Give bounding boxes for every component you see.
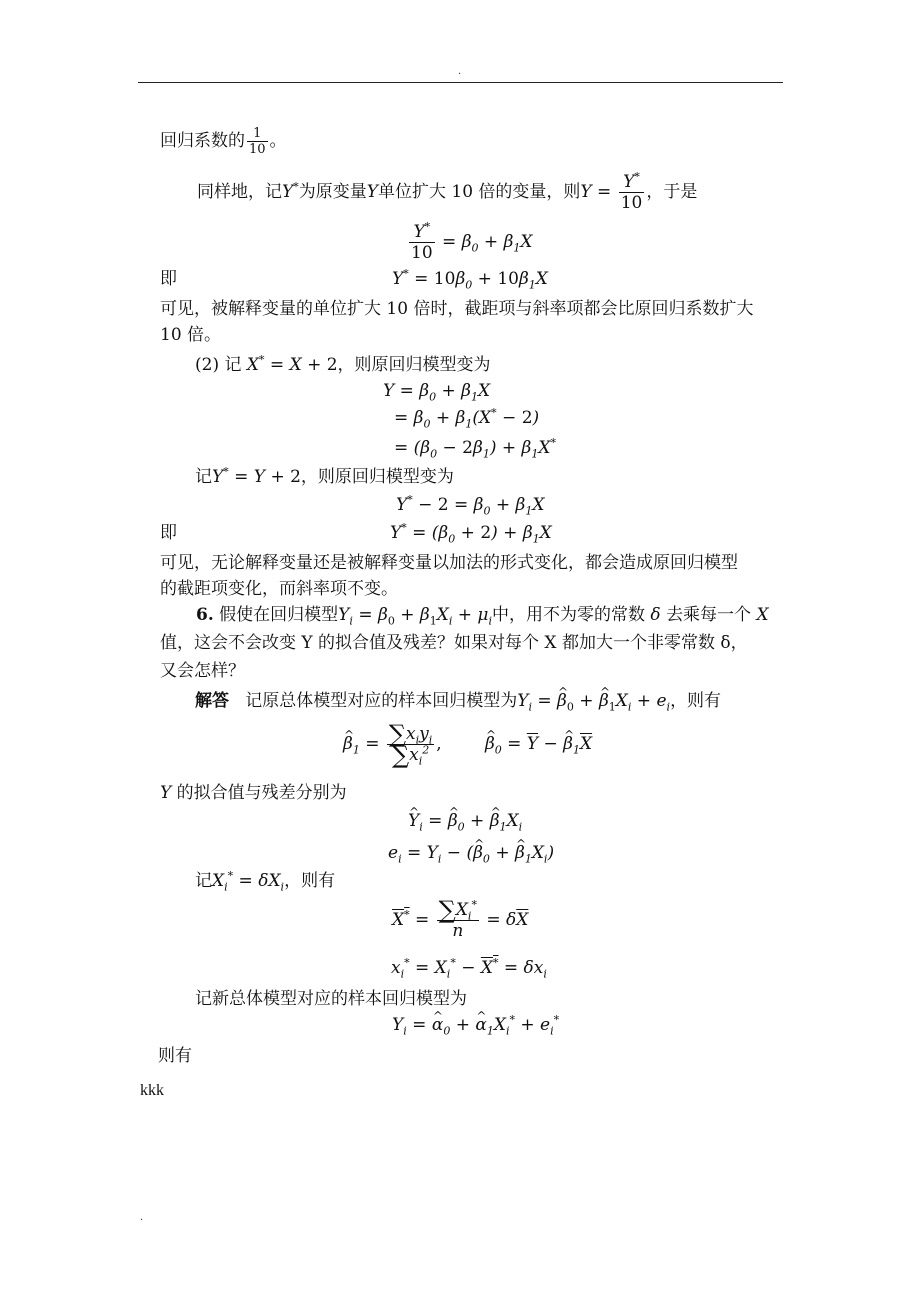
question-6-line-3: 又会怎样？ (160, 661, 245, 681)
then-text: 则有 (158, 1046, 192, 1066)
answer-intro: 解答 记原总体模型对应的样本回归模型为$Y_i$ = ^ $\beta_0$ + ^ $\beta_1X_i + e_i$，则有 (195, 690, 721, 712)
question-6-line-1: 6. 假使在回归模型$Y_i = \beta_0 + \beta_1X_i + \mu_i$中，用不为零的常数 δ 去乘每一个 X (196, 605, 769, 628)
equation-new-model: $Y_i$ = ^ $\alpha_0$ + ^ $\alpha_1X_i^* + e_i^*$ (392, 1014, 559, 1036)
paragraph-2b: 的截距项变化，而斜率项不变。 (160, 579, 398, 599)
question-2-intro: (2) 记 X* = X + 2，则原回归模型变为 (195, 353, 491, 375)
ji-label-1: 即 (160, 269, 177, 289)
equation-model-3: = $(\beta_0 - 2\beta_1) + \beta_1X^*$ (394, 436, 556, 461)
equation-beta-hat: ^ $\beta_1$ = $\frac{\sum x_iy_i}{\sum x_i^2}$ , ^ $\beta_0 = \overline{Y}$ − ^ $\beta_1\overline{X}$ (343, 724, 592, 765)
ji-label-2: 即 (160, 523, 177, 543)
paragraph-2a: 可见，无论解释变量还是被解释变量以加法的形式变化，都会造成原回归模型 (160, 553, 738, 573)
footer-dot: . (140, 1212, 144, 1223)
paragraph-1b: 10 倍。 (160, 325, 222, 345)
equation-xstar-deviation: $x_i^* = X_i^* - X^* = \delta x_i$ (391, 956, 547, 981)
equation-xstar-mean: X* = $\frac{\sum X_i^*}{n}$ = $\delta\overline{X}$ (392, 896, 529, 941)
fraction-1-10: $\frac{1}{10}$ (249, 126, 266, 157)
line-2: 同样地，记Y*为原变量Y单位扩大 10 倍的变量，则Y = $\frac{Y^*}{10}$ ，于是 (197, 170, 698, 213)
fitted-text: Y 的拟合值与残差分别为 (160, 783, 347, 803)
equation-ystar-scaled: $Y^* = 10\beta_0 + 10\beta_1X$ (392, 267, 548, 292)
question-2-y: 记Y* = Y + 2，则原回归模型变为 (195, 465, 454, 487)
fraction-ystar-10: $\frac{Y^*}{10}$ (620, 170, 643, 213)
header-dot: . (458, 66, 462, 77)
equation-fitted: ^ $Y_i$ = ^ $\beta_0$ + ^ $\beta_1X_i$ (408, 810, 522, 832)
equation-model-2: = $\beta_0 + \beta_1(X^* - 2)$ (394, 406, 540, 431)
line-1: 回归系数的 $\frac{1}{10}$ 。 (160, 126, 287, 157)
equation-ystar-minus: $Y^* - 2 = \beta_0 + \beta_1X$ (396, 493, 545, 518)
question-6-line-2: 值，这会不会改变 Y 的拟合值及残差？如果对每个 X 都加大一个非零常数 δ， (160, 633, 748, 653)
equation-model-1: $Y = \beta_0 + \beta_1X$ (383, 381, 491, 404)
equation-ystar-over-10: $\frac{Y^*}{10}$ = $\beta_0 + \beta_1X$ (411, 220, 533, 263)
new-model-text: 记新总体模型对应的样本回归模型为 (195, 989, 467, 1009)
equation-ystar-shift: $Y^* = (\beta_0 + 2) + \beta_1X$ (390, 521, 552, 546)
paragraph-1a: 可见，被解释变量的单位扩大 10 倍时，截距项与斜率项都会比原回归系数扩大 (160, 299, 754, 319)
equation-residual: $e_i = Y_i$ − (^ $\beta_0$ + ^ $\beta_1X_i$) (388, 842, 554, 864)
header-rule (138, 82, 783, 83)
record-xstar: 记$X_i^* = \delta X_i$，则有 (195, 869, 336, 894)
stray-text: kkk (140, 1082, 164, 1099)
